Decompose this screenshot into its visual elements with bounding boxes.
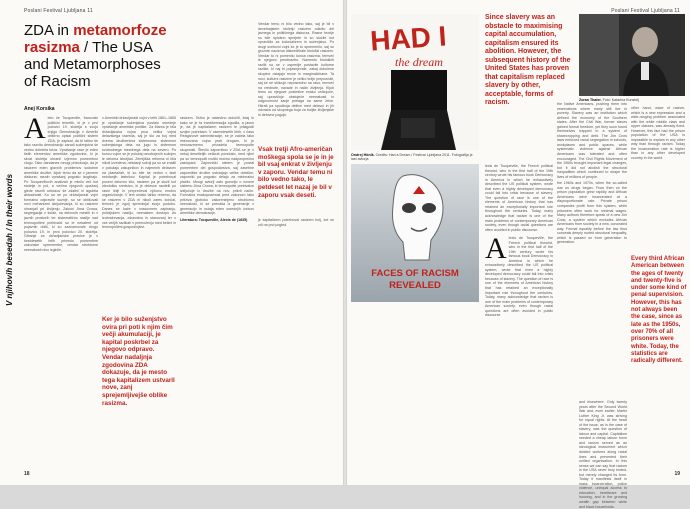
had-i-dream-subtext: the dream <box>395 55 443 69</box>
literature-note: Literatura: Tocqueville, Alexis de (1835) <box>180 218 248 223</box>
article-title <box>24 22 174 90</box>
left-column-4 <box>258 22 334 142</box>
right-folio: Poslani Festival Ljubljana 11 <box>611 8 680 14</box>
photo-caption <box>579 98 685 102</box>
right-column-e <box>631 106 685 251</box>
left-page-number: 18 <box>24 471 30 477</box>
left-page <box>0 0 343 485</box>
had-i-dream-art <box>351 14 479 150</box>
photo-caption-bold: Zoran Thaler. <box>579 98 602 102</box>
right-column-d <box>579 400 627 509</box>
had-i-dream-image <box>351 14 479 150</box>
left-column-4-tail <box>258 218 334 248</box>
speaker-photo-art <box>579 14 685 96</box>
body-text-4: Vendar temu ni bilo vedno tako, saj je bil v devetnajstem stoletju rasizem odkrito del javnega in političnega diskurza. Rasne teorije so bile splošno sprejete in so služile kot opravičilo za kolonializem in suženjstvo. Po drugi svetovni vojni se je to spremenilo, saj so grozote nacizma diskreditirale biološki rasizem. Vendar to ni pomenilo konca rasizma, temveč le njegovo preobrazbo. Namesto bioloških razlik so se v ospredje postavile kulturne razlike, ki naj bi pojasnjevale, zakaj določene skupine ostajajo revne in marginalizirane. Ta novi, kulturni rasizem je veliko težje prepoznati, saj se ne sklicuje neposredno na raso, temveč na vrednote, navade in način življenja. Kljub temu so njegove posledice enako uničujoče, saj upravičuje obstoječe neenakosti in odgovornost zanje prelaga na same žrtve. Hkrati pa spodbuja delitve med delavci in jih odvrača od skupnega boja za boljše življenjske in delovne pogoje. <box>258 22 334 117</box>
drop-cap-en: A <box>485 232 507 265</box>
faces-of-racism-art <box>351 164 479 302</box>
body-text-1: leto že Tocqueville, francoski politični teoretik, ki je v prvi polovici 19. stoletja s svojo knjigo Demokracija v Ameriki obširno opisal politični sistem ZDA, je zapisal, da bi lahko še tako razvito demokracijo zaradi suženjstva še vedno doletela kriza. Vprašanje rase je eden tistih elementov ameriške zgodovine, ki je skozi stoletja ohranil izjemno pomembno vlogo. Tako dandanes mnogi priznavajo, da je rasizem eden glavnih problemov sodobne ameriške družbe, kljub temu da se v javnem diskurzu rasnih vprašanj pogosto izogibajo. Po Tocquevillovih analizah je minilo več kot stoletje in pol, a večina njegovih opažanj glede rasnih odnosov še zdaleč ni izgubila aktualnosti. Ko so se po državljanski vojni formalno odpravile sužnje, so se oblikovali novi mehanizmi izključevanja, ki so rasizem ohranjali pri življenju. Zakoni Jima Crowa, segregacija v šolah, na delovnih mestih in v javnih prostorih ter sistematično nasilje nad temnopoltimi prebivalci so le nekatere od pojavnih oblik, ki so zaznamovale drugo polovico 19. in prvo polovico 20. stoletja. Gibanje za državljanske pravice je v šestdesetih letih prineslo pomembne zakonske spremembe, vendar strukturne neenakosti niso izginile. <box>24 116 98 252</box>
title-keyword: metamorfoze rasizma <box>24 22 167 56</box>
drop-cap: A <box>24 112 46 145</box>
right-column-a2 <box>485 232 553 466</box>
image-1-caption-bold: Ondrej Hönik. <box>351 153 375 157</box>
body-en-a2: lexis de Tocqueville, the French political theorist, who in the first half of the 19th century wrote his famous book Democracy in America in which he exhaustively described the US political system, wrote that even a highly developed democracy could fall into crisis because of slavery. The question of race is one of the elements of American history that has retained an exceptionally important role throughout the centuries. Today, many acknowledge that racism is one of the main problems of contemporary American society, even though racial questions are often avoided in public discourse. <box>485 236 553 318</box>
body-en-b: the Native Americans, pushing them into reservations where many still live in poverty. Slavery was an institution which defined the economy of the Southern states. After the Civil War, former slaves gained formal freedom, yet they soon found themselves trapped in a system of sharecropping and debt. The Jim Crow laws enforced racial segregation in schools, workplaces and public spaces, while systematic violence against African Americans was tolerated and often encouraged. The Civil Rights Movement of the 1960s brought important legal changes, but it did not abolish the structural inequalities which continued to shape the lives of millions of people. <box>557 102 627 179</box>
left-folio: Poslani Festival Ljubljana 11 <box>24 8 93 14</box>
image-1-caption-text: Credits: Had a Dream / Festival Ljubljana 2011. Fotografija je last avtorja. <box>351 153 473 162</box>
faces-of-racism-image <box>351 164 479 302</box>
left-column-3 <box>180 116 254 466</box>
image-1-caption <box>351 153 479 162</box>
pull-quote-sl: Ker je bilo suženjstvo ovira pri poti k njim čim večji akumulaciji, je kapital poskrbel za njegovo odpravo. Vendar nadaljnja zgodovina ZDA dokazuje, da je mesto tega kapitalizem ustvaril nove, zanj sprejemljivejše oblike rasizma. <box>102 316 175 407</box>
faces-title-1: FACES OF RACISM <box>371 268 459 279</box>
title-english: / The USA and Metamorphoses of Racism <box>24 39 161 90</box>
title-prefix: ZDA in <box>24 22 74 39</box>
left-column-1 <box>24 112 98 471</box>
body-text-4-tail: je kapitalizem potreboval rasizem bolj, kot se zdi na prvi pogled. <box>258 218 334 227</box>
body-en-d: and elsewhere. Only twenty years after the Second World War and, even earlier, Martin Luther King Jr. was striving for equal rights. At the heart of the issue, as in the case of slavery, was the question of labour and capital. Capitalism needed a cheap labour force and racism served as an ideological instrument which divided workers along racial lines and prevented their unified organisation. In this sense we can say that racism in the USA never truly ended, but merely changed its form. Today it manifests itself in mass incarceration, police violence, unequal access to education, healthcare and housing, and in the growing wealth gap between white and black households. <box>579 400 627 509</box>
had-i-dream-text: HAD I <box>369 20 448 57</box>
body-en-c: the 1960s and 1970s, when the so-called war on drugs began. From then on the prison population grew rapidly and African Americans were incarcerated at a disproportionate rate. Private prison companies profit from this system, while prisoners often work for minimal wages. Many authors therefore speak of a new Jim Crow, a system which excludes African Americans from society in a new, concealed way. Formal equality before the law thus conceals deeply rooted structural inequality, which is passed on from generation to generation. <box>557 181 627 245</box>
faces-title-2: REVEALED <box>389 280 441 291</box>
right-page-number: 19 <box>674 471 680 477</box>
body-text-3: rasizem. Težko je natančno določiti, kdaj in kako se je ta transformacija zgodila, a jasno je, da je kapitalizem rasizem le prilagodil svojim potrebam. V osemdesetih letih, v času Reaganove administracije, se je začela tako imenovana vojna proti drogam, ki je nesorazmerno prizadela temnopolte skupnosti. Število zapornikov v ZDA se je v nekaj desetletjih večkrat povečalo, med njimi pa so temnopolti moški močno nadpovprečno zastopani. Zaporniški sistem je postal pomemben del gospodarstva, saj zasebne zaporniške družbe ustvarjajo velike dobičke, zaporniki pa pogosto delajo za minimalno plačilo. Mnogi avtorji zato govorijo o novem sistemu Jima Crowa, ki temnopolte prebivalce izključuje iz družbe na nov, prikrit način. Formalna enakopravnost pred zakonom tako prikriva globoko zakoreninjeno strukturno neenakost, ki se prenaša iz generacije v generacijo in ostaja eden osrednjih izzivov ameriške demokracije. <box>180 116 254 216</box>
pull-quote-sl-2: Vsak tretji Afro-američan moškega spola se je in je bil vsaj enkrat v življenju v zaporu. Vendar temu ni bilo vedno tako, le petdeset let nazaj je bil v zaporu vsak deseti. <box>258 146 334 199</box>
pull-quote-en-2: Every third African American between the ages of twenty and twenty-five is under some kind of penal supervision. However, this has not always been the case, since as late as the 1950s, over 70% of all prisoners were white. Today, the statistics are radically different. <box>631 256 687 365</box>
body-en-e: other hand, wave of racism, which is a new expression and a wide-ranging problem associated with the white middle class and upper classes, was already fixed. However, this fact had the prison population of the USA is impossible to explain in any other way than through racism. Today the incarceration rate is higher than in any other developed country in the world. <box>631 106 685 161</box>
right-column-a <box>485 164 553 234</box>
author-name: Anej Korsika <box>24 106 55 112</box>
left-column-2 <box>102 116 176 306</box>
section-sidebar: V njihovih besedah / In their words <box>5 173 14 307</box>
pull-quote-en: Since slavery was an obstacle to maximising capital accumulation, capitalism ensured its abolition. However, the subsequent history of the United States has proven that capitalism replaced slavery by other, acceptable, forms of racism. <box>485 14 571 106</box>
body-en-a: lexis de Tocqueville, the French political theorist, who in the first half of the 19th century wrote his famous book Democracy in America in which he exhaustively described the US political system, wrote that even a highly developed democracy could fall into crisis because of slavery. The question of race is one of the elements of American history that has retained an exceptionally important role throughout the centuries. Today, many acknowledge that racism is one of the main problems of contemporary American society, even though racial questions are often avoided in public discourse. <box>485 164 553 232</box>
right-page <box>347 0 690 509</box>
speaker-photo <box>579 14 685 96</box>
body-text-2: v Ameriški državljanski vojni v letih 1861–1865 je vprašanje suženjstva postalo osrednje vprašanje ameriške politike. Za Marxa je bila državljanska vojna prva velika vojna delavskega razreda, saj je šlo za boj med dvema družbenima sistemoma: sistemom suženjskega dela na jugu in sistemom svobodnega mezdnega dela na severu. Po koncu vojne se je položaj osvobojenih sužnjev le deloma izboljšal. Zemljiška reforma ni bila nikoli izvedena, nekdanji sužnji pa so se znašli v položaju zakupnikov in najemnih delavcev na plantažah, ki so bile še vedno v lasti nekdanjih lastnikov. Kapital je potreboval poceni delovno silo, rasizem pa je služil kot ideološko sredstvo, ki je delavce razdelil po rasni liniji in preprečeval njihovo enotno organiziranje. V tem smislu lahko rečemo, da se rasizem v ZDA ni nikoli zares končal, temveč je zgolj spreminjal svojo podobo. Danes se kaže v masovnem zapiranju, policijskem nasilju, neenakem dostopu do izobraževanja, zdravstva in stanovanj ter v vse večjih razlikah v premoženju med belimi in temnopoltimi gospodinjstvi. <box>102 116 176 230</box>
photo-caption-text: Foto: Katarina Kunstelj <box>602 98 639 102</box>
